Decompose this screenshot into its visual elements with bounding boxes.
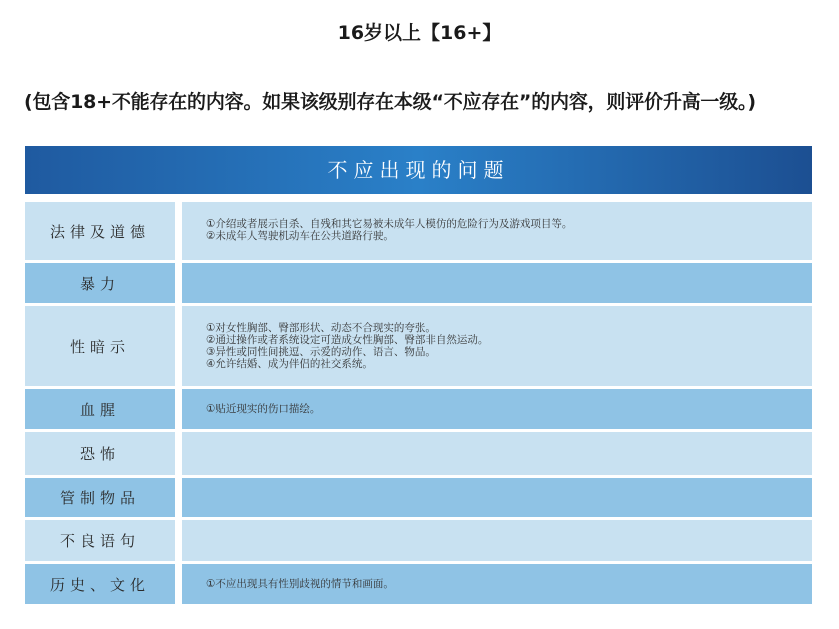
page-title: 16岁以上【16+】: [337, 22, 502, 44]
row-category: 法律及道德: [25, 202, 175, 260]
row-item: ①不应出现具有性别歧视的情节和画面。: [206, 578, 394, 590]
row-category: 性暗示: [25, 306, 175, 386]
table-row: [25, 389, 812, 429]
row-category: 恐怖: [25, 432, 175, 475]
rating-table: [25, 146, 812, 604]
page-subtitle: (包含18+不能存在的内容。如果该级别存在本级“不应存在”的内容，则评价升高一级。): [24, 91, 756, 113]
table-row: [25, 432, 812, 475]
table-row: [25, 306, 812, 386]
table-row: [25, 263, 812, 303]
table-row: [25, 202, 812, 260]
row-item: ④允许结婚、成为伴侣的社交系统。: [206, 358, 373, 370]
row-description: [182, 478, 812, 517]
row-category: 血腥: [25, 389, 175, 429]
table-row: [25, 478, 812, 517]
row-description: [182, 564, 812, 604]
row-description: [182, 306, 812, 386]
row-item: ③异性或同性间挑逗、示爱的动作、语言、物品。: [206, 346, 436, 358]
row-description: [182, 263, 812, 303]
row-item: ①介绍或者展示自杀、自残和其它易被未成年人模仿的危险行为及游戏项目等。: [206, 218, 573, 230]
table-row: [25, 520, 812, 561]
row-item: ①对女性胸部、臀部形状、动态不合现实的夸张。: [206, 322, 436, 334]
table-header: 不应出现的问题: [25, 146, 812, 194]
row-description: [182, 389, 812, 429]
row-category: 历史、文化: [25, 564, 175, 604]
row-item: ①贴近现实的伤口描绘。: [206, 403, 321, 415]
row-description: [182, 520, 812, 561]
row-description: [182, 202, 812, 260]
row-description: [182, 432, 812, 475]
row-category: 管制物品: [25, 478, 175, 517]
row-category: 不良语句: [25, 520, 175, 561]
row-category: 暴力: [25, 263, 175, 303]
row-item: ②通过操作或者系统设定可造成女性胸部、臀部非自然运动。: [206, 334, 489, 346]
table-row: [25, 564, 812, 604]
row-item: ②未成年人驾驶机动车在公共道路行驶。: [206, 230, 394, 242]
